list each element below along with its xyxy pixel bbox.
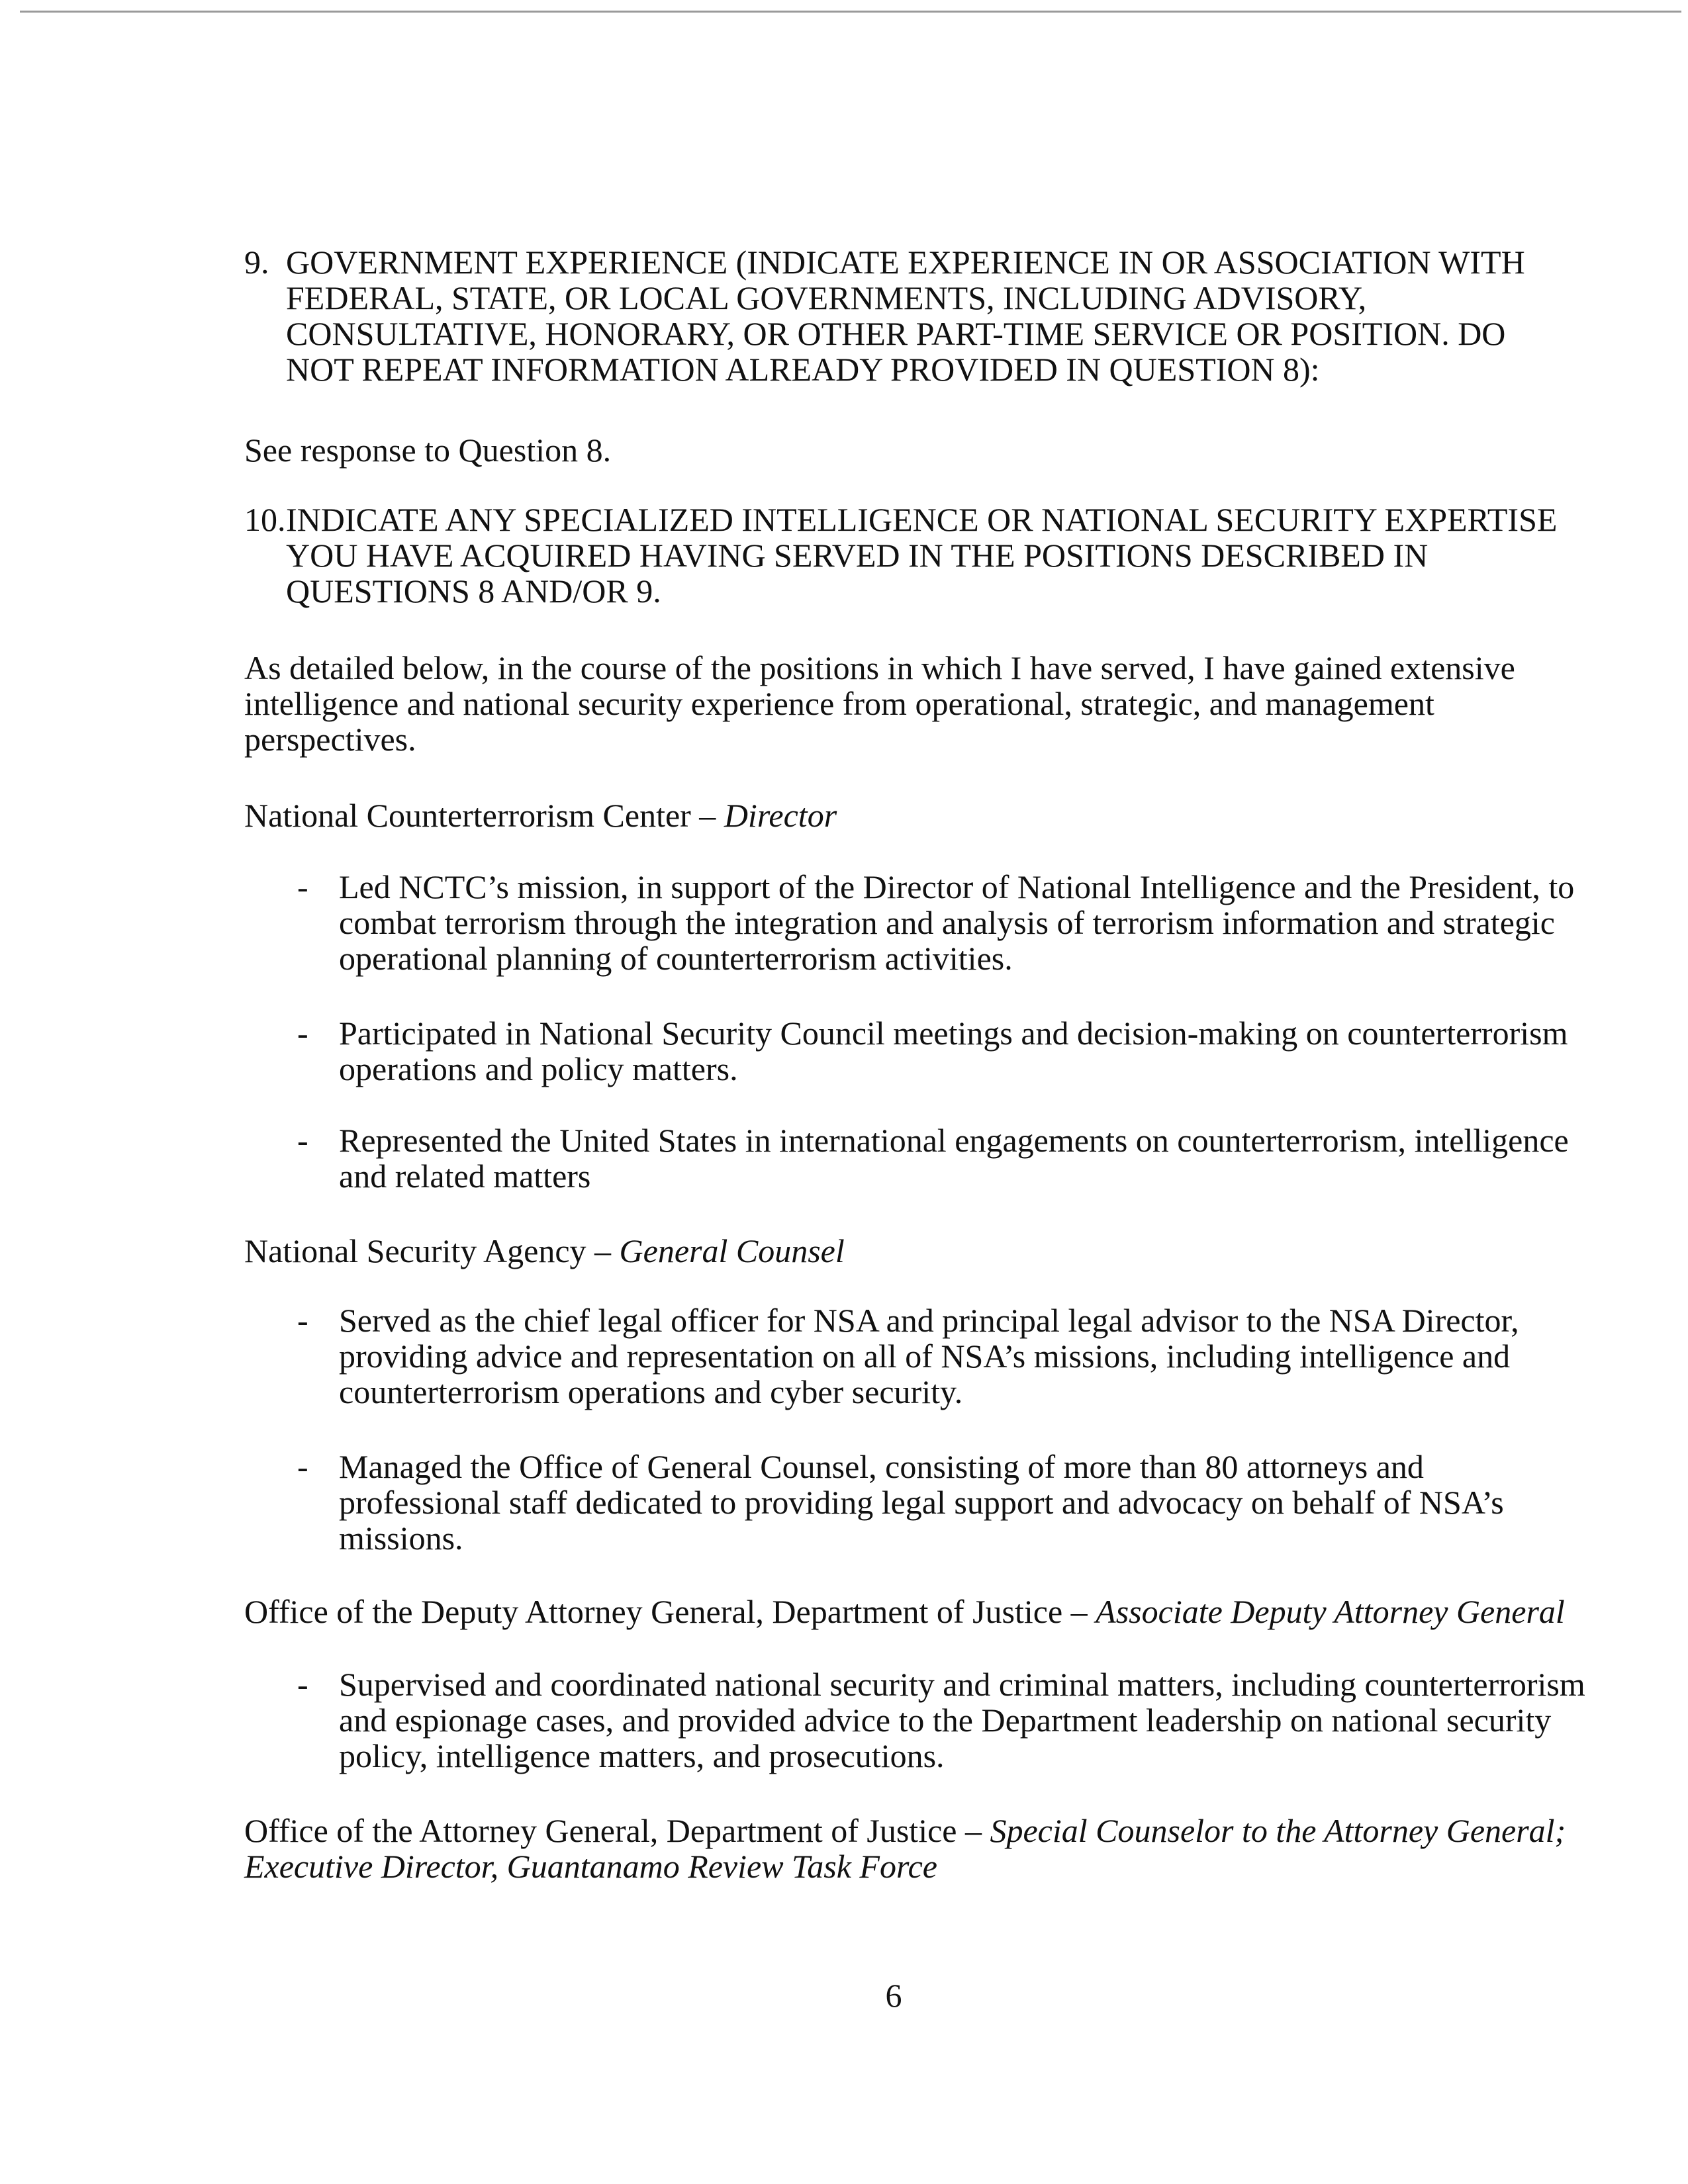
text-line: QUESTIONS 8 AND/OR 9. <box>286 572 661 610</box>
organization: Office of the Attorney General, Department of Justice – <box>244 1812 990 1849</box>
text-line: combat terrorism through the integration and analysis of terrorism information and strategic <box>339 904 1555 941</box>
bullet-text <box>339 1122 1569 1194</box>
dash-bullet-icon: - <box>297 868 308 905</box>
text-line: intelligence and national security experience from operational, strategic, and management <box>244 685 1434 722</box>
organization: Office of the Deputy Attorney General, Department of Justice – <box>244 1593 1096 1630</box>
dash-bullet-icon: - <box>297 1122 308 1159</box>
section-heading-odag <box>244 1594 1565 1629</box>
dash-bullet-icon: - <box>297 1015 308 1052</box>
text-line: GOVERNMENT EXPERIENCE (INDICATE EXPERIENCE IN OR ASSOCIATION WITH <box>286 244 1525 281</box>
text-line: missions. <box>339 1520 463 1557</box>
section-heading-nctc <box>244 797 837 833</box>
text-line: Represented the United States in international engagements on counterterrorism, intelligence <box>339 1122 1569 1159</box>
bullet-text <box>339 1015 1568 1087</box>
organization: National Security Agency – <box>244 1232 620 1269</box>
text-line: YOU HAVE ACQUIRED HAVING SERVED IN THE POSITIONS DESCRIBED IN <box>286 537 1429 574</box>
role: General Counsel <box>619 1232 845 1269</box>
text-line: counterterrorism operations and cyber security. <box>339 1373 963 1410</box>
organization: National Counterterrorism Center – <box>244 797 724 834</box>
bullet-text <box>339 1302 1519 1410</box>
section-heading-oag <box>244 1813 1566 1884</box>
question-9-answer: See response to Question 8. <box>244 432 612 469</box>
text-line: and related matters <box>339 1158 591 1195</box>
text-line: providing advice and representation on all of NSA’s missions, including intelligence and <box>339 1338 1511 1375</box>
bullet-text <box>339 869 1574 976</box>
text-line: Led NCTC’s mission, in support of the Director of National Intelligence and the President, to <box>339 868 1575 905</box>
question-text <box>286 502 1557 609</box>
role: Director <box>724 797 837 834</box>
role-continued: Executive Director, Guantanamo Review Task Force <box>244 1848 937 1885</box>
dash-bullet-icon: - <box>297 1666 308 1703</box>
role: Associate Deputy Attorney General <box>1096 1593 1565 1630</box>
text-line: operational planning of counterterrorism activities. <box>339 940 1013 977</box>
text-line: Supervised and coordinated national security and criminal matters, including counterterrorism <box>339 1666 1585 1703</box>
text-line: professional staff dedicated to providing legal support and advocacy on behalf of NSA’s <box>339 1484 1504 1521</box>
text-line: Participated in National Security Council meetings and decision-making on counterterrorism <box>339 1015 1568 1052</box>
text-line: FEDERAL, STATE, OR LOCAL GOVERNMENTS, INCLUDING ADVISORY, <box>286 279 1367 316</box>
text-line: Served as the chief legal officer for NSA and principal legal advisor to the NSA Director, <box>339 1302 1519 1339</box>
dash-bullet-icon: - <box>297 1302 308 1339</box>
text-line: Managed the Office of General Counsel, consisting of more than 80 attorneys and <box>339 1448 1424 1485</box>
page-number: 6 <box>885 1977 902 2014</box>
question-number: 10. <box>244 501 286 538</box>
text-line: CONSULTATIVE, HONORARY, OR OTHER PART-TIME SERVICE OR POSITION. DO <box>286 315 1506 352</box>
question-text <box>286 244 1525 387</box>
text-line: perspectives. <box>244 721 416 758</box>
section-heading-nsa <box>244 1233 845 1269</box>
question-10-intro <box>244 650 1515 757</box>
text-line: policy, intelligence matters, and prosecutions. <box>339 1737 945 1774</box>
text-line: INDICATE ANY SPECIALIZED INTELLIGENCE OR NATIONAL SECURITY EXPERTISE <box>286 501 1558 538</box>
bullet-text <box>339 1666 1585 1774</box>
text-line: NOT REPEAT INFORMATION ALREADY PROVIDED IN QUESTION 8): <box>286 351 1320 388</box>
dash-bullet-icon: - <box>297 1448 308 1485</box>
text-line: As detailed below, in the course of the positions in which I have served, I have gained extensive <box>244 649 1515 686</box>
bullet-text <box>339 1449 1504 1556</box>
text-line: operations and policy matters. <box>339 1050 738 1087</box>
scan-top-rule <box>20 11 1681 13</box>
text-line: and espionage cases, and provided advice to the Department leadership on national security <box>339 1702 1552 1739</box>
role: Special Counselor to the Attorney General; <box>990 1812 1566 1849</box>
question-number: 9. <box>244 244 269 281</box>
